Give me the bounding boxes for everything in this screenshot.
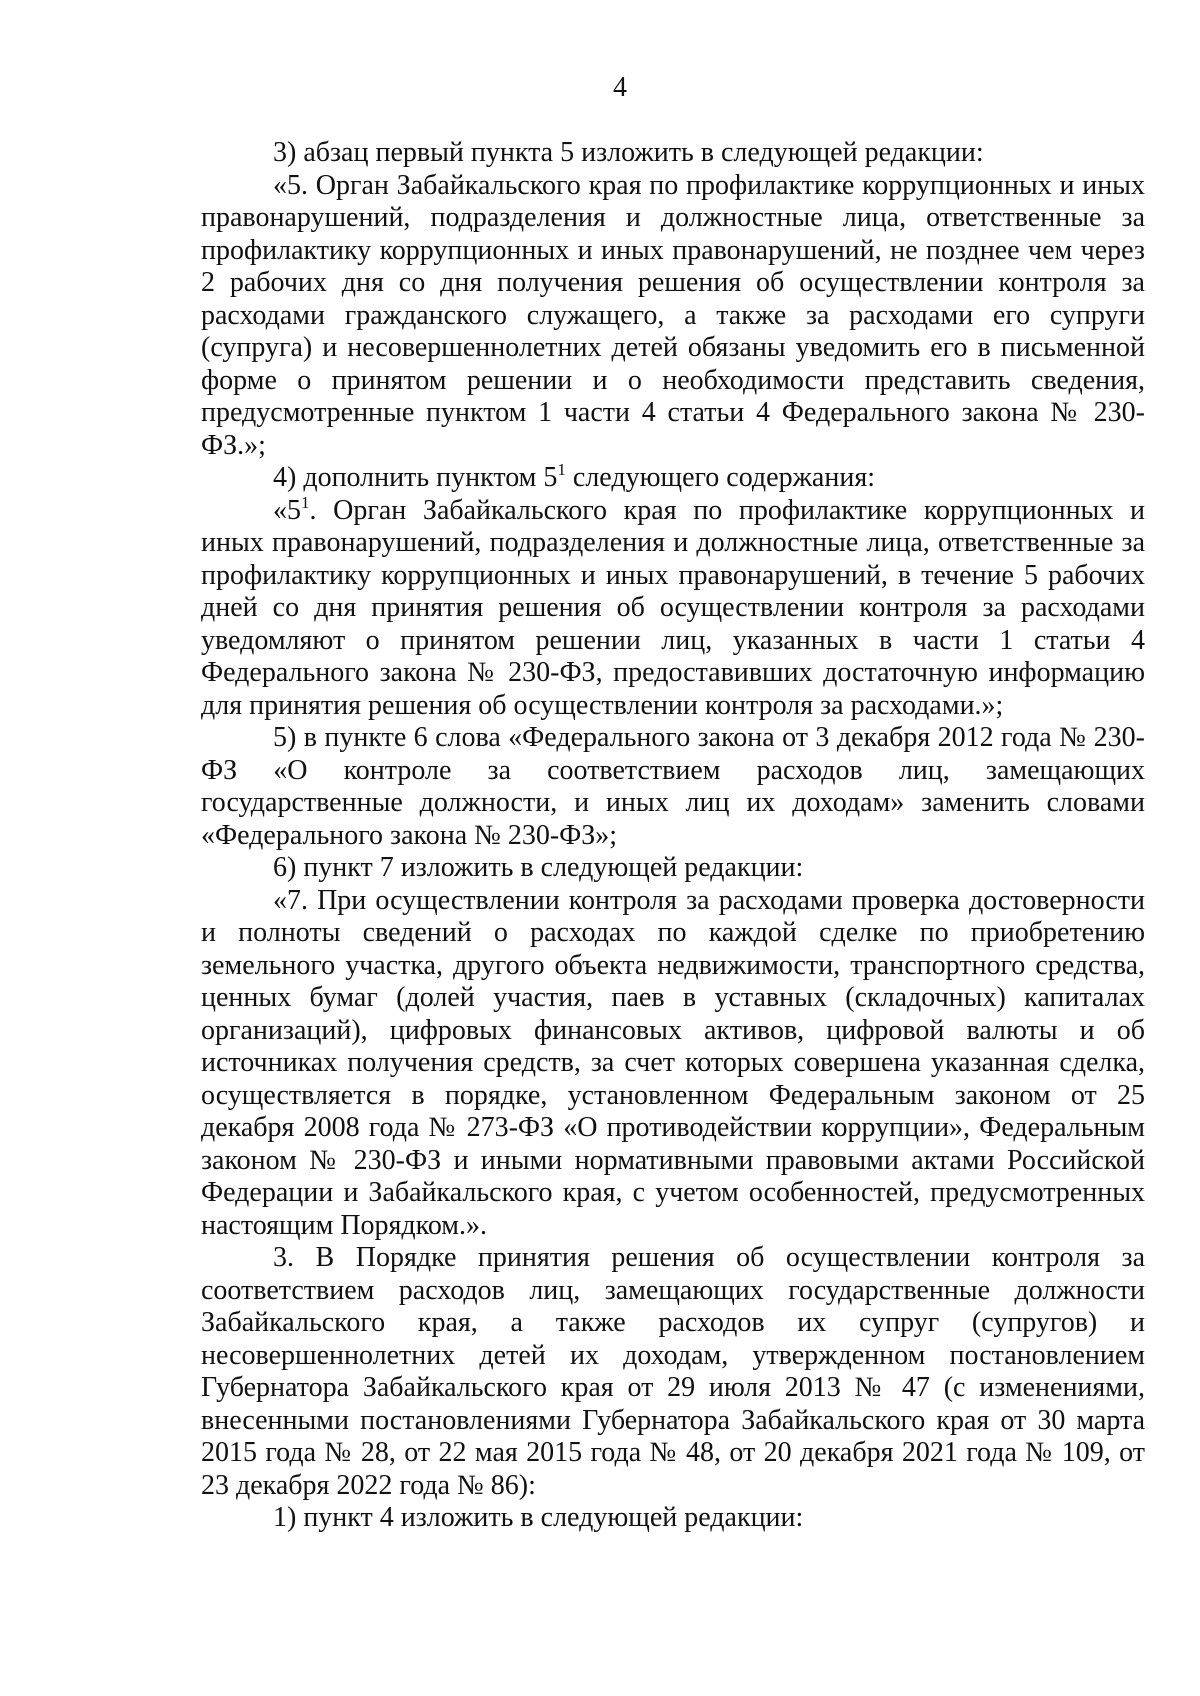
paragraph-section-3: 3. В Порядке принятия решения об осуществлении контроля за соответствием расходов лиц, замещающих государственные должности Забайкальского края, а также расходов их супруг (супругов) и несовершеннолетних детей их доходам, утвержденном постановлением Губернатора Забайкальского края от 29 июля 2013 № 47 (с изменениями, внесенными постановлениями Губернатора Забайкальского края от 30 марта 2015 года № 28, от 22 мая 2015 года № 48, от 20 декабря 2021 года № 109, от 23 декабря 2022 года № 86): (201, 1242, 1145, 1501)
paragraph-amendment-3: 3) абзац первый пункта 5 изложить в следующей редакции: (273, 137, 984, 168)
paragraph-point-5-1-start: «5 (273, 494, 301, 526)
paragraph-point-7-text: «7. При осуществлении контроля за расходами проверка достоверности и полноты сведений о расходах по каждой сделке по приобретению земельного участка, другого объекта недвижимости, транспортного средства, ценных бумаг (долей участия, паев в уставных (складочных) капиталах организаций), цифровых финансовых активов, цифровой валюты и об источниках получения средств, за счет которых совершена указанная сделка, осуществляется в порядке, установленном Федеральным законом от 25 декабря 2008 года № 273-ФЗ «О противодействии коррупции», Федеральным законом № 230-ФЗ и иными нормативными правовыми актами Российской Федерации и Забайкальского края, с учетом особенностей, предусмотренных настоящим Порядком.». (201, 884, 1145, 1241)
paragraph-amendment-4-end: следующего содержания: (565, 462, 875, 493)
paragraph-amendment-5: 5) в пункте 6 слова «Федерального закона от 3 декабря 2012 года № 230-ФЗ «О контроле за соответствием расходов лиц, замещающих государственные должности, и иных лиц их доходам» заменить словами «Федерального закона № 230-ФЗ»; (201, 722, 1145, 851)
document-body (201, 137, 1145, 1535)
paragraph-amendment-4 (201, 462, 1145, 495)
paragraph-amendment-6: 6) пункт 7 изложить в следующей редакции: (273, 852, 804, 883)
paragraph-point-5-1-text (201, 492, 1145, 723)
page-number: 4 (613, 72, 627, 103)
paragraph-point-5-text: «5. Орган Забайкальского края по профилактике коррупционных и иных правонарушений, подразделения и должностные лица, ответственные за профилактику коррупционных и иных правонарушений, не позднее чем через 2 рабочих дня со дня получения решения об осуществлении контроля за расходами гражданского служащего, а также за расходами его супруги (супруга) и несовершеннолетних детей обязаны уведомить его в письменной форме о принятом решении и о необходимости представить сведения, предусмотренные пунктом 1 части 4 статьи 4 Федерального закона № 230-ФЗ.»; (201, 169, 1145, 461)
paragraph-point-5-1-end: . Орган Забайкальского края по профилактике коррупционных и иных правонарушений, подразделения и должностные лица, ответственные за профилактику коррупционных и иных правонарушений, в течение 5 рабочих дней со дня принятия решения об осуществлении контроля за расходами уведомляют о принятом решении лиц, указанных в части 1 статьи 4 Федерального закона № 230-ФЗ, предоставивших достаточную информацию для принятия решения об осуществлении контроля за расходами.»; (201, 494, 1145, 721)
paragraph-amendment-1: 1) пункт 4 изложить в следующей редакции: (273, 1502, 804, 1533)
superscript-index: 1 (301, 492, 310, 512)
superscript-index: 1 (557, 460, 566, 479)
paragraph-amendment-4-start: 4) дополнить пунктом 5 (273, 462, 558, 493)
